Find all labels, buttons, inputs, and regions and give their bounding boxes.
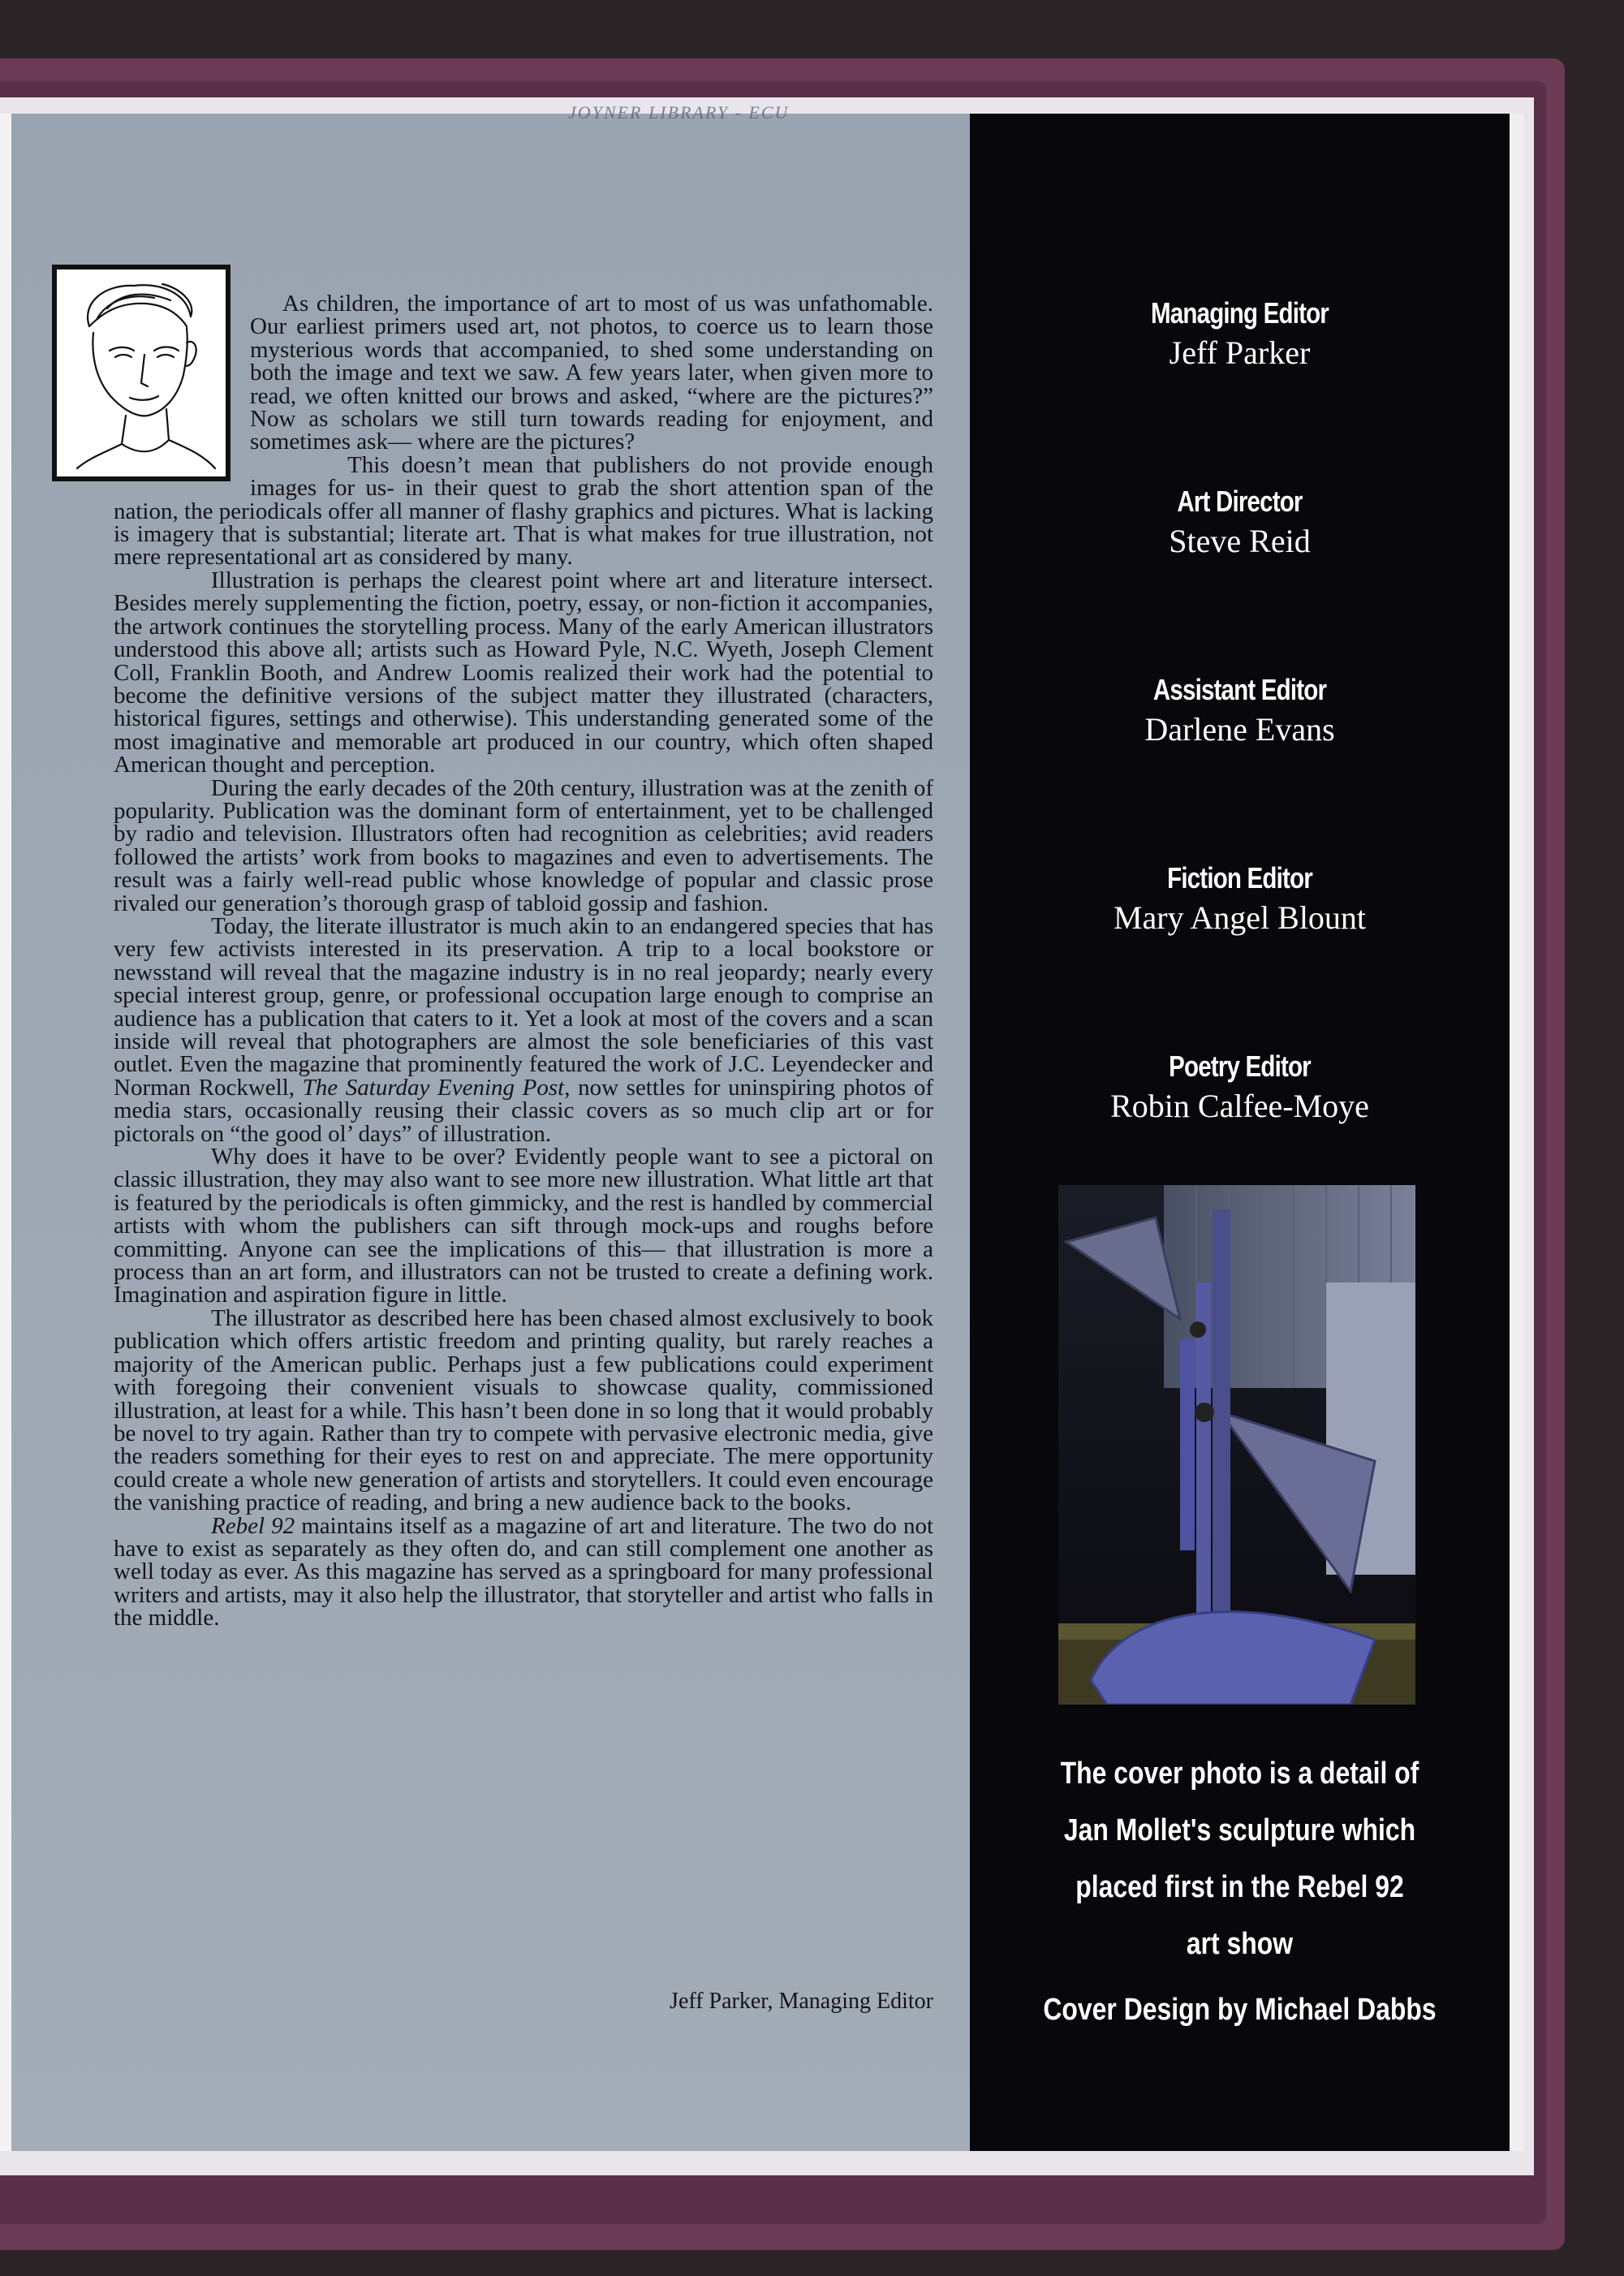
masthead-name: Steve Reid bbox=[1169, 523, 1311, 559]
masthead-role: Assistant Editor bbox=[1152, 673, 1327, 706]
masthead-poetry-editor bbox=[970, 1050, 1510, 1125]
masthead-role: Managing Editor bbox=[1151, 296, 1329, 330]
sculpture-photo bbox=[1058, 1185, 1415, 1705]
article-paragraph: Rebel 92 maintains itself as a magazine of art and literature. The two do not have to exist as separately as they often do, and can still complement one another as well today as ever. As this magazine has served as a springboard for many professional writers and artists, may it also help the illustrator, that storyteller and artist who falls in the middle. bbox=[114, 1512, 934, 1632]
masthead-assistant-editor bbox=[970, 673, 1510, 748]
cover-photo-caption bbox=[1027, 1745, 1453, 1972]
masthead-role: Fiction Editor bbox=[1167, 861, 1312, 894]
right-page-edge bbox=[1510, 114, 1524, 2151]
article-paragraph: This doesn’t mean that publishers do not provide enough images for us- in their quest to grab the short attention span of the nation, the periodicals offer all manner of flashy graphics and pictures. What is lacking is imagery that is substantial; literate art. That is what makes for true illustration, not mere representational art as considered by many. bbox=[114, 451, 933, 571]
masthead-role: Poetry Editor bbox=[1169, 1050, 1311, 1083]
masthead-managing-editor bbox=[970, 296, 1510, 372]
sculpture-image-icon bbox=[1058, 1185, 1415, 1705]
caption-line: placed first in the Rebel 92 bbox=[1075, 1870, 1404, 1904]
article-paragraph: Illustration is perhaps the clearest point where art and literature intersect. Besides merely supplementing the fiction, poetry, essay, or non-fiction it accompanies, the artwork continues the storytelling process. Many of the early American illustrators understood this above all; artists such as Howard Pyle, N.C. Wyeth, Joseph Clement Coll, Franklin Booth, and Andrew Loomis realized their work had the potential to become the definitive versions of the subject matter they illustrated (characters, historical figures, settings and otherwise). This understanding generated some of the most imaginative and memorable art produced in our country, which often shaped American thought and perception. bbox=[114, 567, 933, 778]
magazine-title: Rebel 92 bbox=[211, 1512, 295, 1539]
cover-design-credit: Cover Design by Michael Dabbs bbox=[1043, 1993, 1437, 2027]
article-signature: Jeff Parker, Managing Editor bbox=[670, 1989, 933, 2014]
article-paragraph: Why does it have to be over? Evidently people want to see a pictoral on classic illustration, they may also want to see more new illustration. What little art that is featured by the periodicals is often gimmicky, and the rest is handled by commercial artists with whom the publishers can sift through mock-ups and roughs before committing. Anyone can see the implications of this— that illustration is more a process than an art form, and illustrators can not be trusted to create a defining work. Imagination and aspiration figure in little. bbox=[114, 1144, 933, 1308]
article-paragraph: As children, the importance of art to most of us was unfathomable. Our earliest primers used art, not photos, to coerce us to learn those mysterious words that accompanied, to shed some understanding on both the image and text we saw. A few years later, when given more to read, we often knitted our brows and asked, “where are the pictures?” Now as scholars we still turn towards reading for enjoyment, and sometimes ask— where are the pictures? bbox=[250, 291, 933, 455]
masthead-name: Jeff Parker bbox=[1169, 334, 1311, 371]
masthead-fiction-editor bbox=[970, 861, 1510, 937]
article-paragraph: During the early decades of the 20th century, illustration was at the zenith of popularity. Publication was the dominant form of entertainment, yet to be challenged by radio and television. Illustrators often had recognition as celebrities; avid readers followed the artists’ work from books to magazines and even to advertisements. The result was a fairly well-read public whose knowledge of popular and classic prose rivaled our generation’s thorough grasp of tabloid gossip and fashion. bbox=[114, 774, 933, 916]
article-paragraph: The illustrator as described here has been chased almost exclusively to book publication which offers artistic freedom and printing quality, but rarely reaches a majority of the American public. Perhaps just a few publications could experiment with foregoing their convenient visuals to showcase quality, commissioned illustration, at least for a while. This hasn’t been done in so long that it would probably be novel to try again. Rather than try to compete with pervasive electronic media, give the readers something for their eyes to rest on and appreciate. The mere opportunity could create a whole new generation of artists and storytellers. It could even encourage the vanishing practice of reading, and bring a new audience back to the books. bbox=[114, 1304, 933, 1516]
masthead-name: Darlene Evans bbox=[1144, 711, 1335, 748]
article-paragraph: Today, the literate illustrator is much akin to an endangered species that has very few activists interested in its preservation. A trip to a local bookstore or newsstand will reveal that the magazine industry is in no real jeopardy; nearly every special interest group, genre, or professional occupation large enough to comprise an audience has a publication that caters to it. Yet a look at most of the covers and a scan inside will reveal that photographers are almost the sole beneficiaries of this vast outlet. Even the magazine that prominently featured the work of J.C. Leyendecker and Norman Rockwell, The Saturday Evening Post, now settles for uninspiring photos of media stars, occasionally reusing their classic covers as so much clip art or for pictorals on “the good ol’ days” of illustration. bbox=[114, 912, 934, 1147]
editorial-article bbox=[114, 292, 933, 1630]
masthead-art-director bbox=[970, 485, 1510, 560]
masthead-name: Robin Calfee-Moye bbox=[1110, 1088, 1369, 1124]
masthead-name: Mary Angel Blount bbox=[1113, 899, 1367, 936]
library-stamp: JOYNER LIBRARY - ECU bbox=[568, 102, 790, 123]
caption-line: art show bbox=[1186, 1927, 1294, 1961]
caption-line: Jan Mollet's sculpture which bbox=[1063, 1813, 1416, 1847]
left-page-gutter bbox=[0, 114, 11, 2151]
magazine-title: The Saturday Evening Post bbox=[302, 1074, 565, 1101]
masthead-role: Art Director bbox=[1177, 485, 1303, 518]
caption-line: The cover photo is a detail of bbox=[1060, 1757, 1419, 1791]
